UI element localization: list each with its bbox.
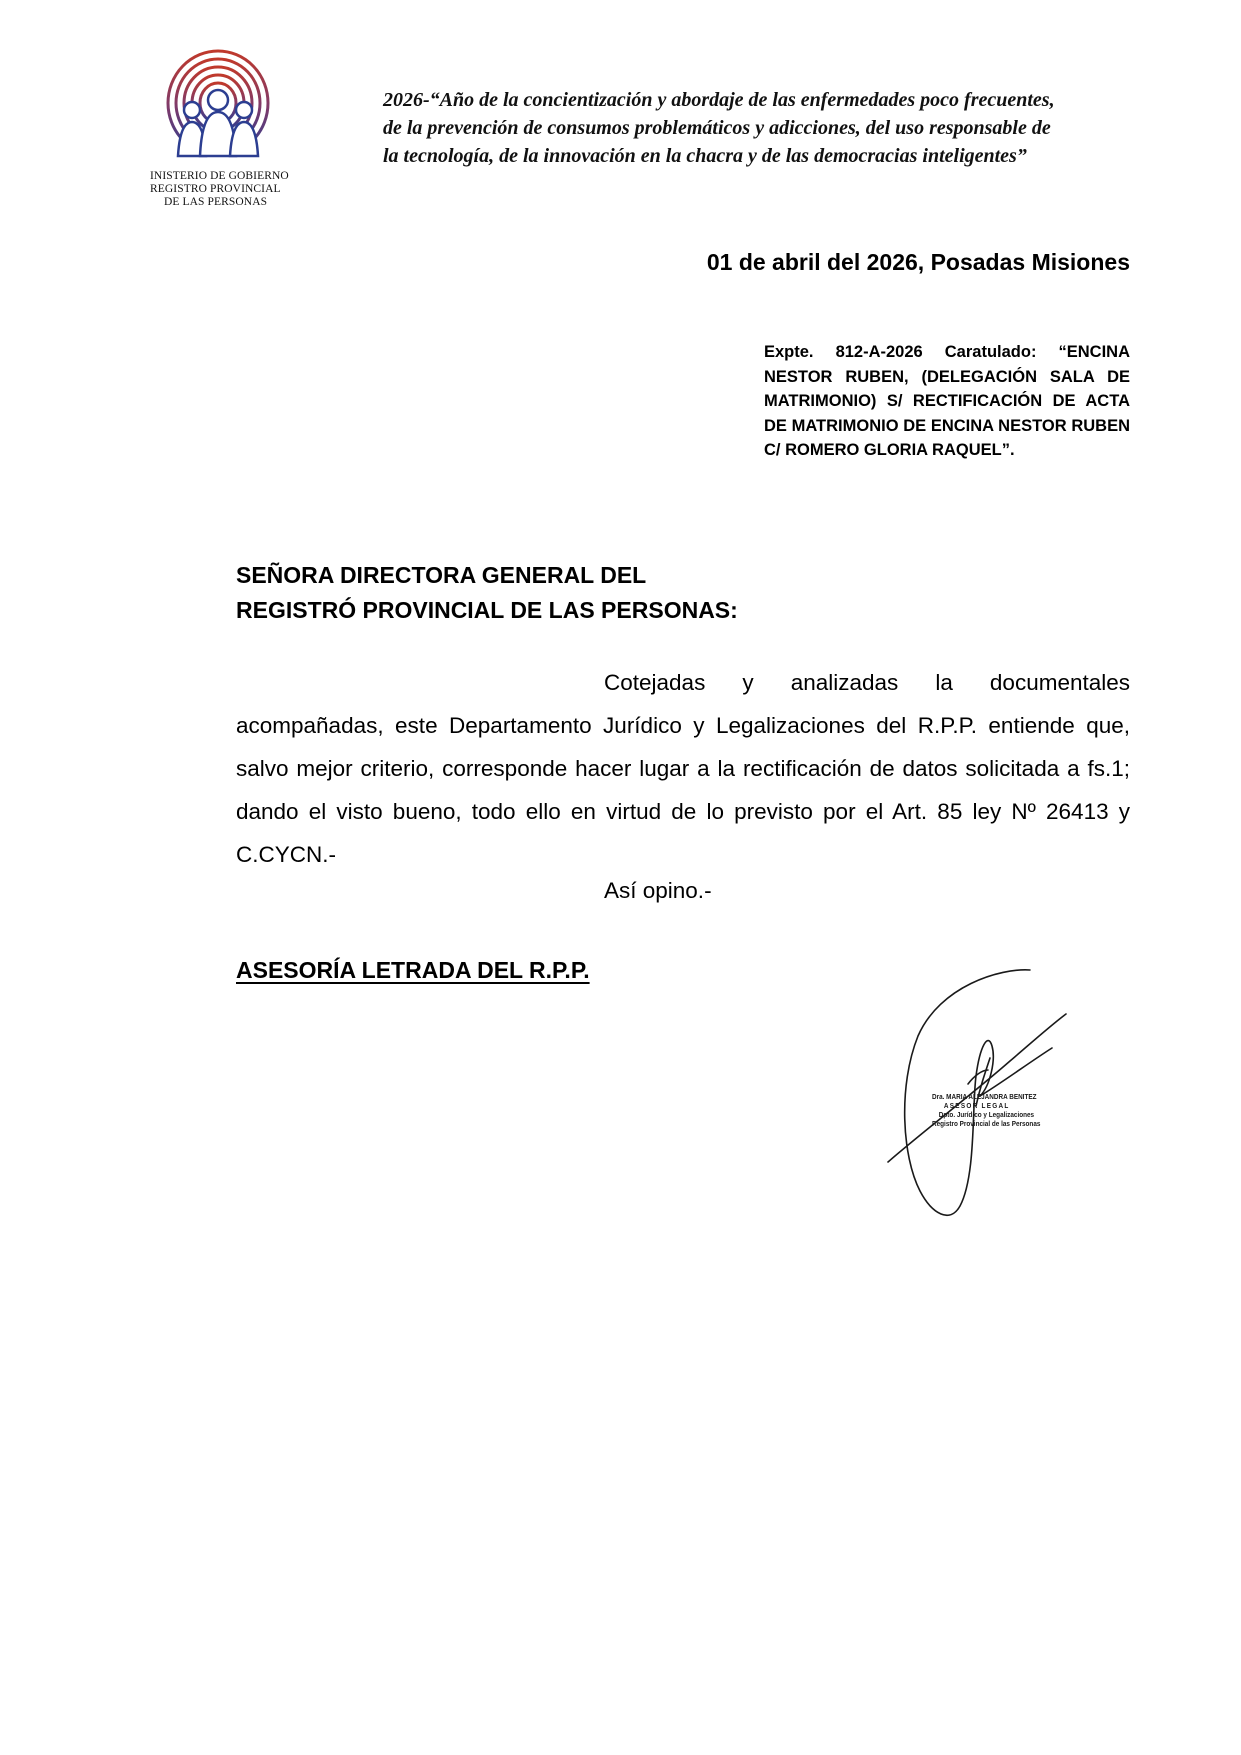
case-reference: Expte. 812-A-2026 Caratulado: “ENCINA NESTOR RUBEN, (DELEGACIÓN SALA DE MATRIMONIO) S/ RECTIFICACIÓN DE ACTA DE MATRIMONIO DE ENCINA NESTOR RUBEN C/ ROMERO GLORIA RAQUEL”.	[764, 343, 1130, 459]
fingerprint-people-icon	[166, 48, 271, 163]
institution-name: INISTERIO DE GOBIERNO REGISTRO PROVINCIAL DE LAS PERSONAS	[150, 170, 289, 208]
institution-logo	[150, 48, 289, 218]
addressee: SEÑORA DIRECTORA GENERAL DEL REGISTRÓ PROVINCIAL DE LAS PERSONAS:	[236, 562, 738, 623]
signature-stamp: Dra. MARIA ALEJANDRA BENITEZ ASESOR LEGAL Dpto. Jurídico y Legalizaciones Registro Provincial de las Personas	[932, 1092, 1041, 1128]
signer-title: ASESORÍA LETRADA DEL R.P.P.	[236, 957, 590, 983]
body-text: Cotejadas y analizadas la documentales acompañadas, este Departamento Jurídico y Legalizaciones del R.P.P. entiende que, salvo mejor criterio, corresponde hacer lugar a la rectificación de datos solicitada a fs.1; dando el visto bueno, todo ello en virtud de lo previsto por el Art. 85 ley Nº 26413 y C.CYCN.-	[236, 670, 1130, 867]
closing-phrase: Así opino.-	[604, 878, 712, 903]
body-paragraph	[236, 661, 1130, 876]
signature	[880, 966, 1080, 1226]
date-place: 01 de abril del 2026, Posadas Misiones	[706, 249, 1130, 275]
year-motto: 2026-“Año de la concientización y abordaje de las enfermedades poco frecuentes, de la prevención de consumos problemáticos y adicciones, del uso responsable de la tecnología, de la innovación en la chacra y de las democracias inteligentes”	[383, 89, 1055, 167]
